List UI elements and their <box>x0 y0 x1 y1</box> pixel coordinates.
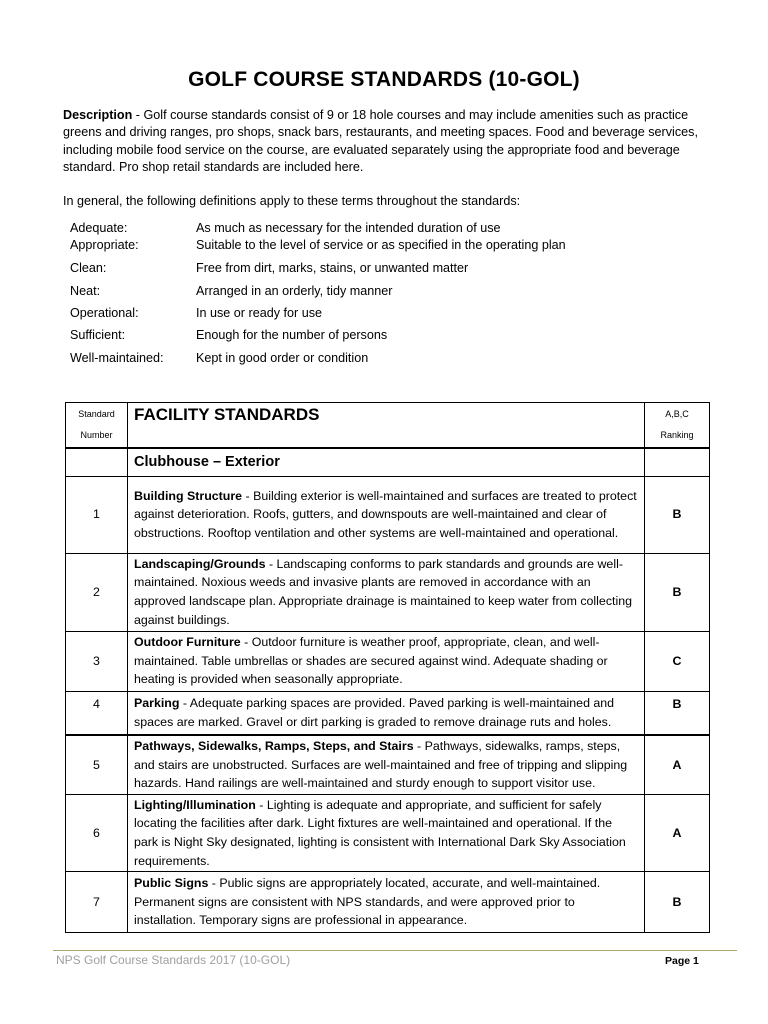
standard-description: - Outdoor furniture is weather proof, appropriate, clean, and well-maintained. Table umbrellas or shades are secured against wind. Adequate shading or heating is provided when seasonally appropriate. <box>134 635 608 687</box>
standard-rank: B <box>645 872 710 933</box>
definition-meaning: In use or ready for use <box>196 306 323 320</box>
ranking-header-line1: A,B,C <box>665 409 689 419</box>
footer-document-name: NPS Golf Course Standards 2017 (10-GOL) <box>56 953 291 967</box>
table-row <box>66 553 710 631</box>
standard-number: 4 <box>66 691 128 735</box>
footer-page-number: Page 1 <box>665 955 699 967</box>
standard-heading: Pathways, Sidewalks, Ramps, Steps, and Stairs <box>134 739 414 753</box>
standard-number: 3 <box>66 631 128 691</box>
standard-heading: Outdoor Furniture <box>134 635 241 650</box>
definition-meaning: Free from dirt, marks, stains, or unwanted matter <box>196 261 469 275</box>
section-rank-cell <box>645 448 710 476</box>
standard-description: - Landscaping conforms to park standards and grounds are well-maintained. Noxious weeds and invasive plants are removed in accordance with an approved landscape plan. Appropriate drainage is maintained to keep water from collecting against buildings. <box>134 556 632 627</box>
standard-number: 5 <box>66 735 128 794</box>
standard-description: - Public signs are appropriately located, accurate, and well-maintained. Permanent signs are consistent with NPS standards, and were approved prior to installation. Temporary signs are professional in appearance. <box>134 876 601 928</box>
standard-number: 6 <box>66 794 128 871</box>
section-row <box>66 448 710 476</box>
standard-text <box>128 794 645 871</box>
standard-heading: Parking <box>134 696 180 711</box>
definition-row <box>70 284 710 302</box>
standard-text <box>128 631 645 691</box>
document-title: GOLF COURSE STANDARDS (10-GOL) <box>188 68 580 91</box>
description-label: Description <box>63 108 133 122</box>
standard-description: - Adequate parking spaces are provided. Paved parking is well-maintained and spaces are marked. Gravel or dirt parking is graded to remove drainage ruts and holes. <box>134 696 615 729</box>
definition-row <box>70 238 710 256</box>
definition-meaning: As much as necessary for the intended duration of use <box>196 221 501 235</box>
definition-row <box>70 306 710 324</box>
section-heading: Clubhouse – Exterior <box>128 448 645 476</box>
table-row <box>66 476 710 553</box>
footer-divider <box>53 950 737 951</box>
standard-text <box>128 872 645 933</box>
table-row <box>66 631 710 691</box>
standard-text <box>128 691 645 735</box>
standard-number: 7 <box>66 872 128 933</box>
standard-header-line2: Number <box>80 430 113 440</box>
definition-term: Operational: <box>70 306 139 320</box>
facility-standards-table <box>65 402 710 933</box>
definition-term: Clean: <box>70 261 107 275</box>
standard-heading: Public Signs <box>134 876 209 891</box>
definition-meaning: Suitable to the level of service or as specified in the operating plan <box>196 238 566 252</box>
standard-heading: Landscaping/Grounds <box>134 556 266 571</box>
standard-text <box>128 735 645 794</box>
standard-rank: C <box>645 631 710 691</box>
definition-row <box>70 328 710 346</box>
definition-meaning: Enough for the number of persons <box>196 328 388 342</box>
table-row <box>66 691 710 735</box>
standard-rank: A <box>645 794 710 871</box>
definition-row <box>70 261 710 279</box>
definition-meaning: Arranged in an orderly, tidy manner <box>196 284 393 298</box>
standard-number: 2 <box>66 553 128 631</box>
definition-meaning: Kept in good order or condition <box>196 351 369 365</box>
definition-term: Sufficient: <box>70 328 126 342</box>
standard-text <box>128 476 645 553</box>
section-num-cell <box>66 448 128 476</box>
standard-description: - Lighting is adequate and appropriate, and sufficient for safely locating the facilities after dark. Light fixtures are well-maintained and operational. If the park is Night Sky designated, lighting is consistent with International Dark Sky Association requirements. <box>134 797 626 868</box>
standard-description: - Pathways, sidewalks, ramps, steps, and stairs are unobstructed. Surfaces are well-maintained and free of tripping and slipping hazards. Hand railings are well-maintained and sturdy enough to support visitor use. <box>134 739 628 791</box>
standard-rank: A <box>645 735 710 794</box>
definition-term: Well-maintained: <box>70 351 164 365</box>
description-paragraph <box>63 107 713 176</box>
ranking-header-line2: Ranking <box>660 430 694 440</box>
definition-row <box>70 351 710 369</box>
standard-heading: Building Structure <box>134 488 243 503</box>
definition-term: Appropriate: <box>70 238 139 252</box>
table-row <box>66 735 710 794</box>
definitions-intro: In general, the following definitions apply to these terms throughout the standards: <box>63 194 521 208</box>
standard-rank: B <box>645 691 710 735</box>
standard-heading: Lighting/Illumination <box>134 797 256 812</box>
table-header-row <box>66 403 710 449</box>
standard-text <box>128 553 645 631</box>
facility-standards-heading: FACILITY STANDARDS <box>128 403 645 449</box>
definition-row <box>70 221 710 239</box>
standard-rank: B <box>645 553 710 631</box>
ranking-header <box>645 403 710 449</box>
standard-number: 1 <box>66 476 128 553</box>
standard-number-header <box>66 403 128 449</box>
table-row <box>66 872 710 933</box>
definition-term: Adequate: <box>70 221 128 235</box>
standard-description: - Building exterior is well-maintained and surfaces are treated to protect against deterioration. Roofs, gutters, and downspouts are well-maintained and clear of obstructions. Rooftop ventilation and other systems are well-maintained and operational. <box>134 488 637 540</box>
definition-term: Neat: <box>70 284 101 298</box>
description-text: - Golf course standards consist of 9 or 18 hole courses and may include amenities such as practice greens and driving ranges, pro shops, snack bars, restaurants, and meeting spaces. Food and beverage services, including mobile food service on the course, are evaluated separately using the appropriate food and beverage standard. Pro shop retail standards are included here. <box>63 108 698 174</box>
table-row <box>66 794 710 871</box>
standard-header-line1: Standard <box>78 409 115 419</box>
standard-rank: B <box>645 476 710 553</box>
